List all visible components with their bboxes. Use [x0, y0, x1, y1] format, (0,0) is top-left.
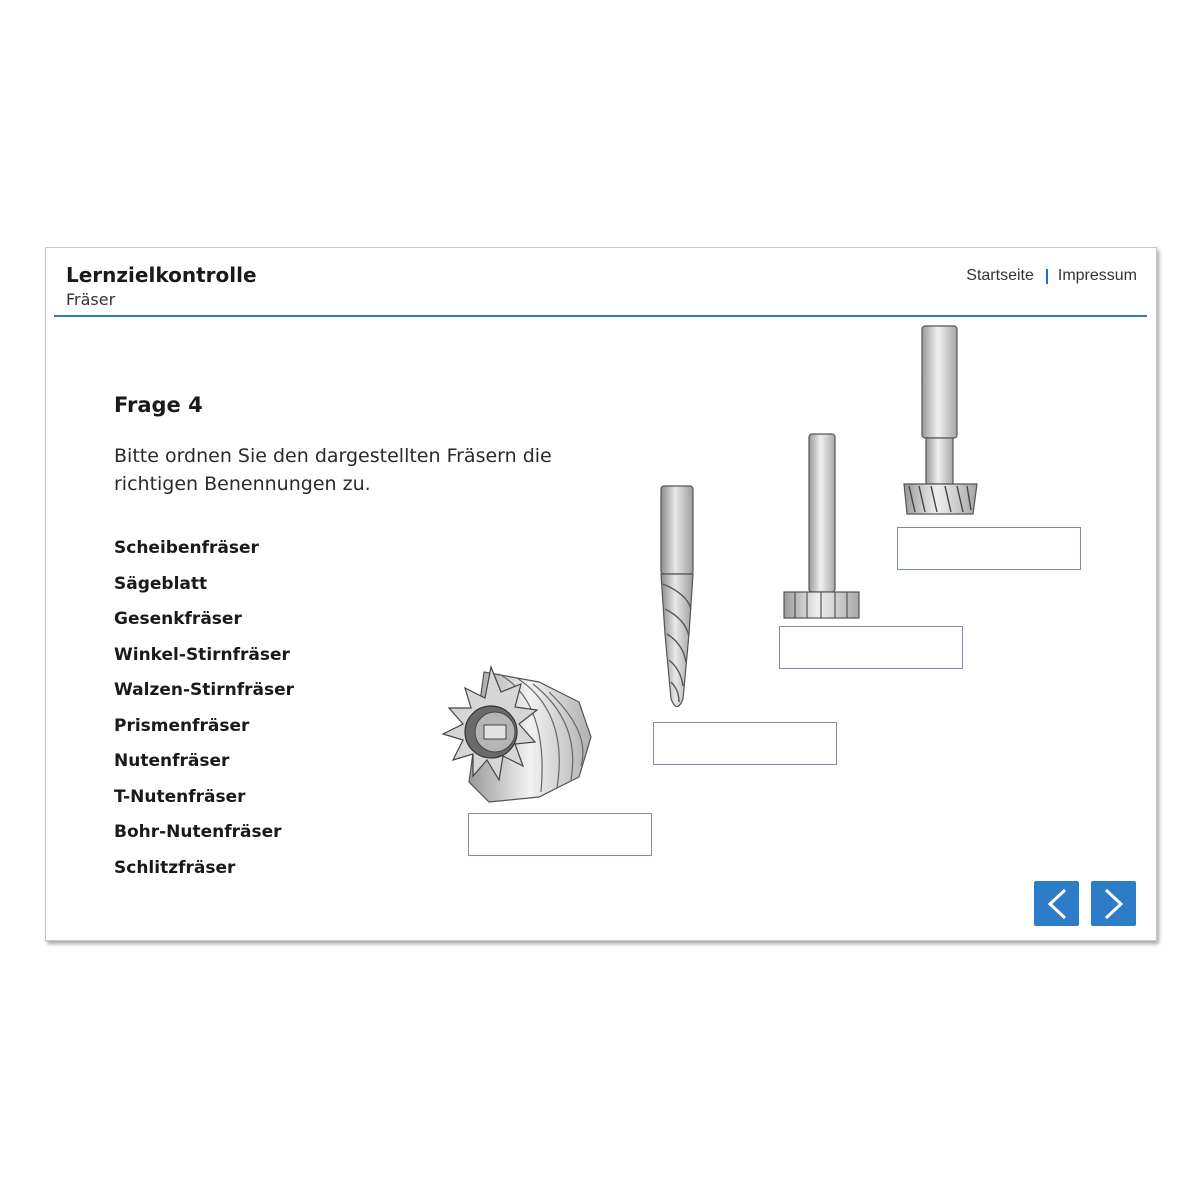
- header-subtitle: Fräser: [66, 290, 116, 309]
- chevron-left-icon: [1044, 887, 1070, 921]
- term-item[interactable]: Prismenfräser: [114, 715, 250, 736]
- impressum-link[interactable]: Impressum: [1057, 267, 1137, 284]
- top-nav: [966, 267, 1137, 285]
- term-item[interactable]: Bohr-Nutenfräser: [114, 822, 282, 842]
- nav-separator: [1046, 269, 1048, 284]
- term-item[interactable]: Schlitzfräser: [114, 857, 236, 878]
- answer-drop-field-2[interactable]: [653, 722, 837, 765]
- question-instruction: Bitte ordnen Sie den dargestellten Fräsern die richtigen Benennungen zu.: [114, 445, 552, 495]
- previous-button[interactable]: [1034, 881, 1079, 926]
- slide-panel: [45, 247, 1157, 941]
- chevron-right-icon: [1101, 887, 1127, 921]
- header-title: Lernzielkontrolle: [66, 263, 257, 287]
- next-button[interactable]: [1091, 881, 1136, 926]
- term-item[interactable]: Walzen-Stirnfräser: [114, 680, 294, 700]
- woodruff-cutter-icon: [781, 432, 863, 620]
- answer-drop-field-4[interactable]: [897, 527, 1081, 570]
- answer-drop-field-3[interactable]: [779, 626, 963, 669]
- term-item[interactable]: Scheibenfräser: [114, 538, 259, 558]
- startseite-link[interactable]: Startseite: [966, 267, 1034, 284]
- answer-drop-field-1[interactable]: [468, 813, 652, 856]
- term-item[interactable]: Gesenkfräser: [114, 609, 242, 629]
- term-item[interactable]: Nutenfräser: [114, 751, 230, 771]
- term-list: [114, 538, 294, 893]
- shell-end-mill-icon: [429, 662, 594, 807]
- header-divider: [54, 315, 1147, 317]
- term-item[interactable]: Sägeblatt: [114, 573, 208, 594]
- term-item[interactable]: Winkel-Stirnfräser: [114, 644, 290, 665]
- tapered-end-mill-icon: [651, 484, 703, 716]
- term-item[interactable]: T-Nutenfräser: [114, 786, 246, 807]
- t-slot-cutter-icon: [901, 324, 979, 516]
- question-title: Frage 4: [114, 393, 203, 417]
